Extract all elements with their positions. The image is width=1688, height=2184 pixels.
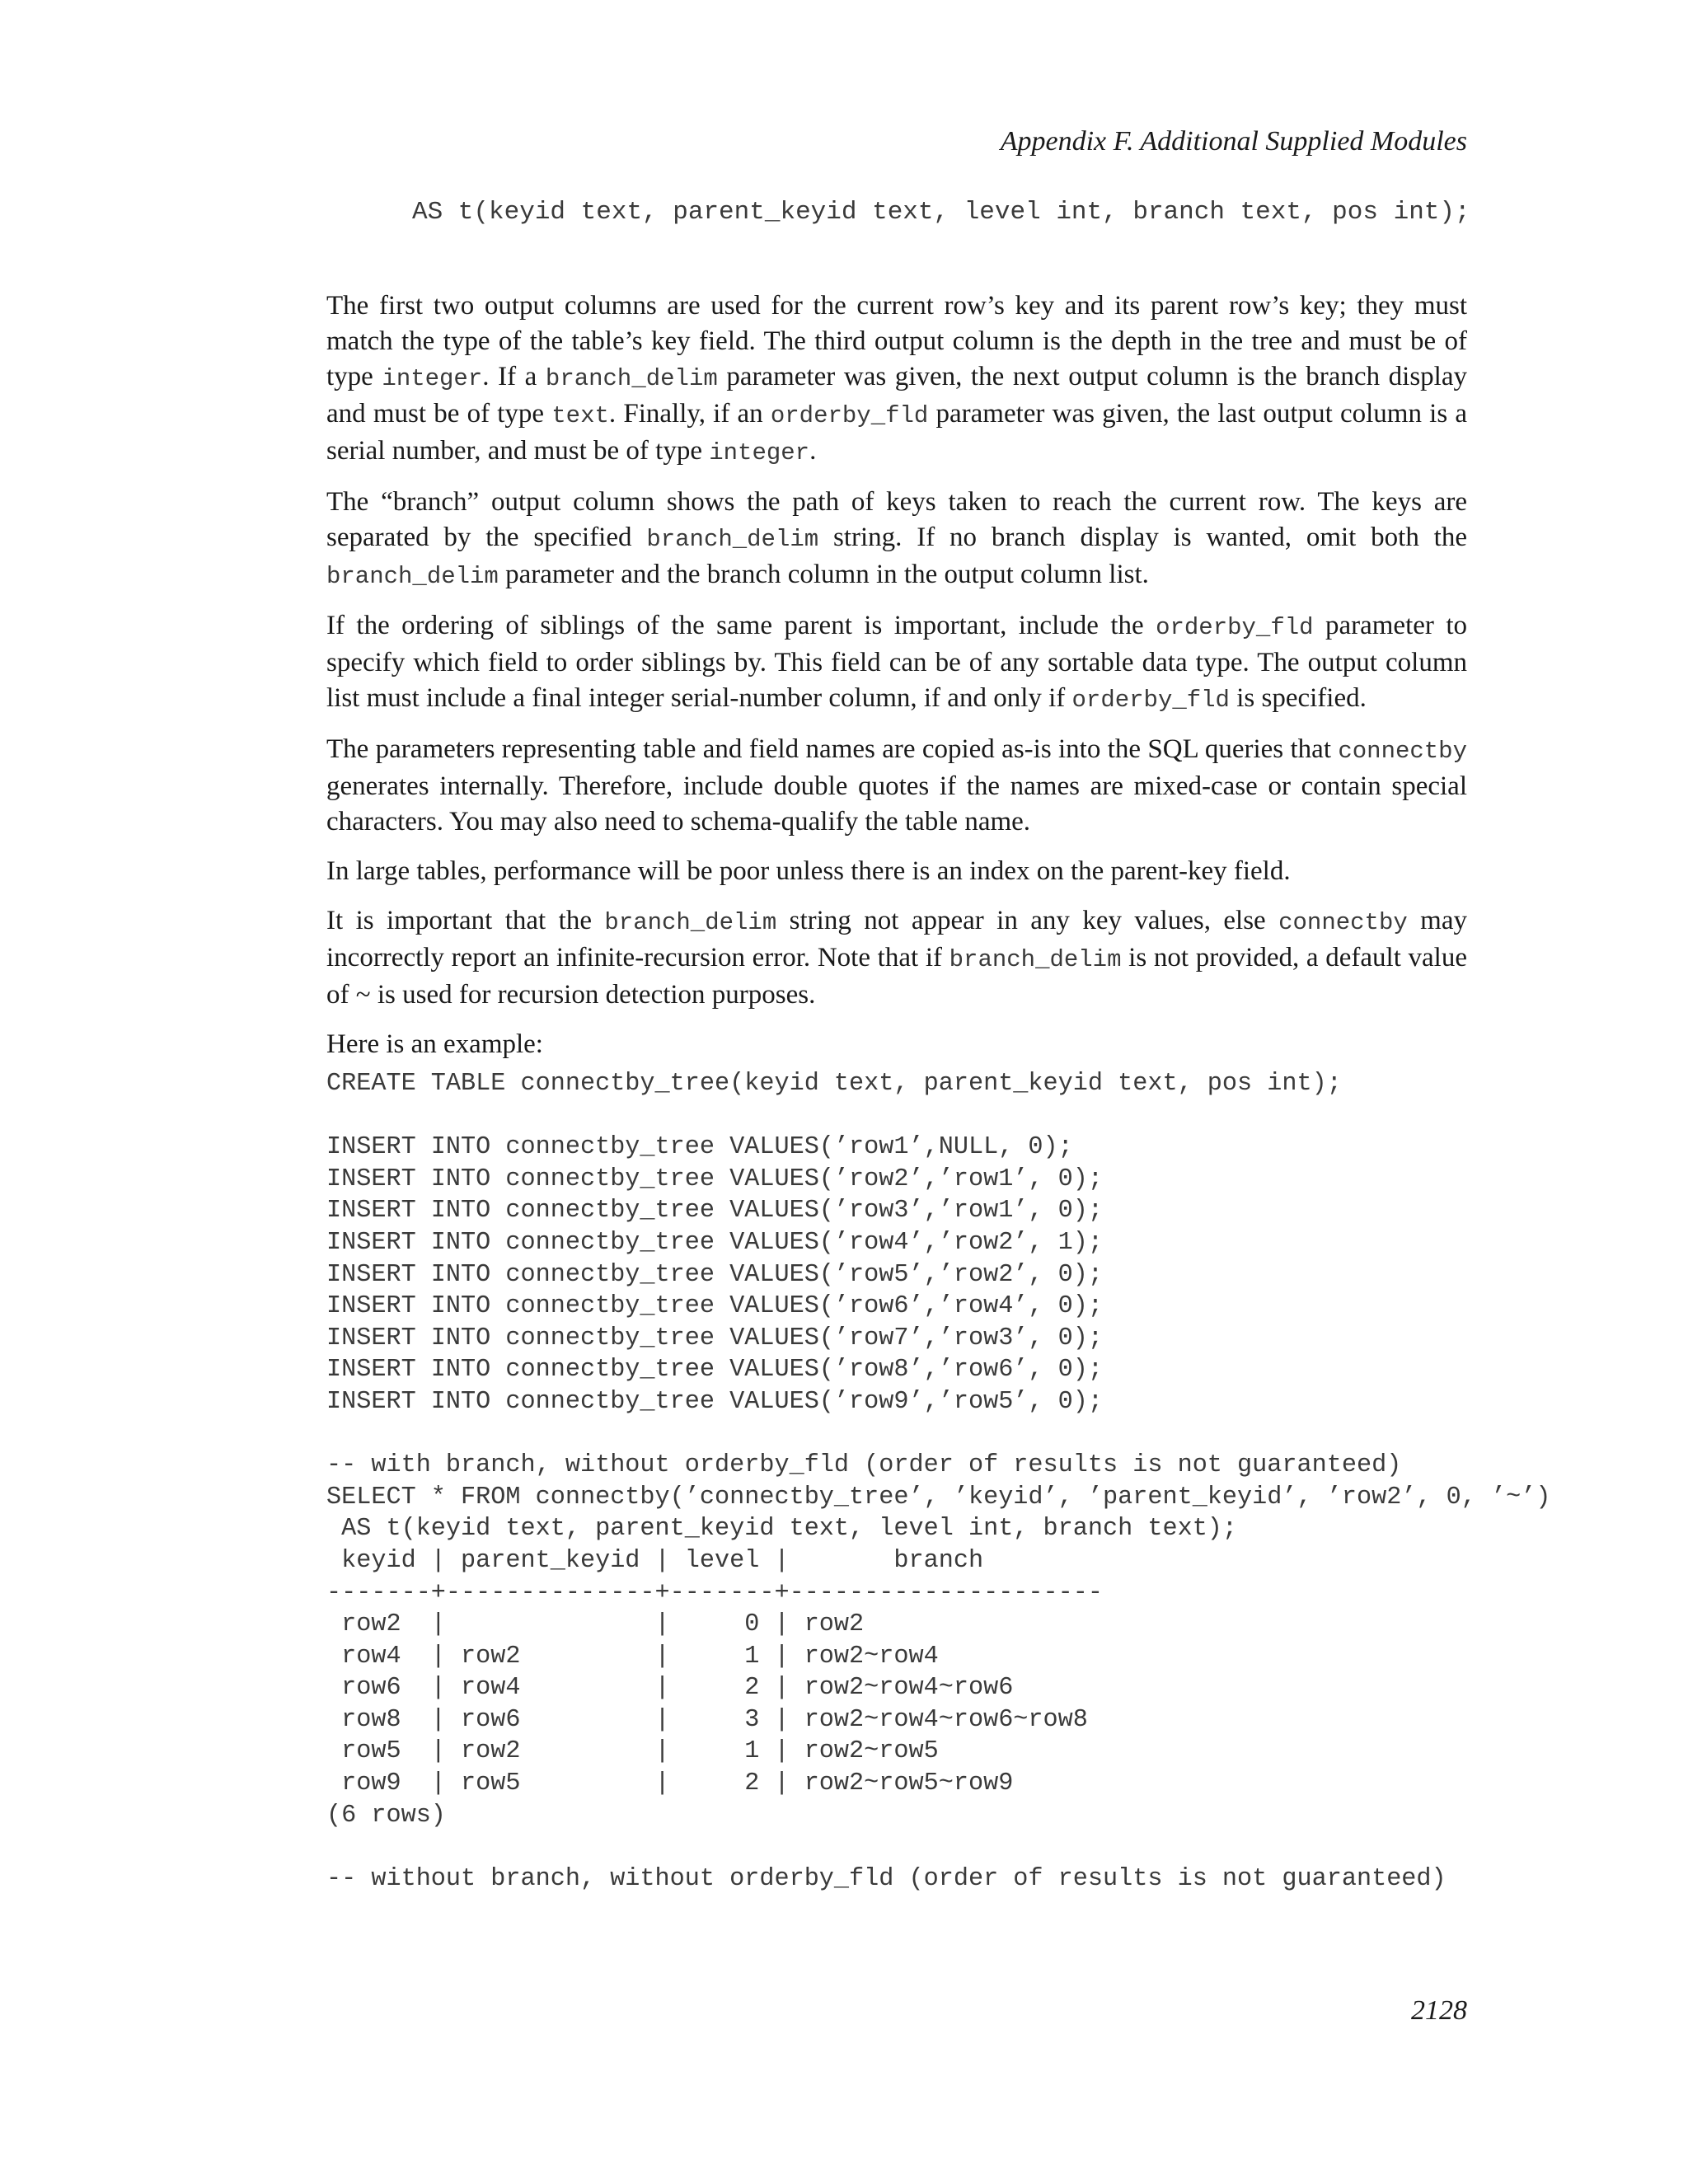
inline-code: connectby: [1338, 738, 1467, 765]
code-line: INSERT INTO connectby_tree VALUES(’row9’,’row5’, 0);: [326, 1387, 1104, 1416]
code-line: SELECT * FROM connectby(’connectby_tree’, ’keyid’, ’parent_keyid’, ’row2’, 0, ’~’): [326, 1483, 1551, 1511]
inline-code: orderby_fld: [1071, 687, 1230, 714]
code-line: INSERT INTO connectby_tree VALUES(’row1’,NULL, 0);: [326, 1133, 1073, 1162]
inline-code: orderby_fld: [1156, 614, 1314, 641]
code-line: row9 | row5 | 2 | row2~row5~row9: [326, 1769, 1014, 1798]
code-line: -- without branch, without orderby_fld (order of results is not guaranteed): [326, 1864, 1447, 1893]
code-line: keyid | parent_keyid | level | branch: [326, 1546, 984, 1575]
paragraph-table-field-names: The parameters representing table and field names are copied as-is into the SQL queries that connectby generates internally. Therefore, include double quotes if the names are mixed-case or contain special characters. You may also need to schema-qualify the table name.: [326, 734, 1467, 837]
code-line: row8 | row6 | 3 | row2~row4~row6~row8: [326, 1705, 1088, 1734]
code-line: -- with branch, without orderby_fld (order of results is not guaranteed): [326, 1451, 1402, 1480]
code-line: INSERT INTO connectby_tree VALUES(’row6’,’row4’, 0);: [326, 1292, 1104, 1321]
code-line: AS t(keyid text, parent_keyid text, level int, branch text);: [326, 1515, 1238, 1544]
code-line: [326, 1418, 1550, 1451]
paragraph-sibling-ordering: If the ordering of siblings of the same parent is important, include the orderby_fld parameter to specify which field to order siblings by. This field can be of any sortable data type. The output column list must include a final integer serial-number column, if and only if orderby_fld is specified.: [326, 611, 1467, 714]
body-text: [326, 288, 1467, 1076]
inline-code: text: [551, 402, 609, 429]
page-number: 2128: [1411, 1995, 1467, 2026]
code-line: row6 | row4 | 2 | row2~row4~row6: [326, 1674, 1014, 1703]
inline-code: integer: [709, 439, 810, 466]
paragraph-output-columns: The first two output columns are used for the current row’s key and its parent row’s key; they must match the type of the table’s key field. The third output column is the depth in the tree and must be of type integer. If a branch_delim parameter was given, the next output column is the branch display and must be of type text. Finally, if an orderby_fld parameter was given, the last output column is a serial number, and must be of type integer.: [326, 291, 1468, 466]
code-line: [326, 1100, 1550, 1132]
inline-code: branch_delim: [646, 526, 819, 553]
code-line: CREATE TABLE connectby_tree(keyid text, parent_keyid text, pos int);: [326, 1070, 1342, 1098]
code-line: INSERT INTO connectby_tree VALUES(’row4’,’row2’, 1);: [326, 1228, 1104, 1257]
inline-code: branch_delim: [949, 946, 1122, 973]
code-line: INSERT INTO connectby_tree VALUES(’row3’,’row1’, 0);: [326, 1197, 1104, 1226]
paragraph-branch-column: The “branch” output column shows the path of keys taken to reach the current row. The keys are separated by the specified branch_delim string. If no branch display is wanted, omit both the branch_delim parameter and the branch column in the output column list.: [326, 487, 1467, 590]
code-example-block: [326, 1068, 1550, 1895]
inline-code: orderby_fld: [770, 402, 929, 429]
inline-code: connectby: [1278, 909, 1408, 936]
inline-code: branch_delim: [326, 563, 499, 590]
code-line: row5 | row2 | 1 | row2~row5: [326, 1737, 939, 1766]
inline-code: branch_delim: [604, 909, 777, 936]
paragraph-recursion: It is important that the branch_delim string not appear in any key values, else connectby may incorrectly report an infinite-recursion error. Note that if branch_delim is not provided, a default value of ~ is used for recursion detection purposes.: [326, 906, 1468, 1010]
paragraph-example-intro: Here is an example:: [326, 1029, 543, 1059]
code-line: (6 rows): [326, 1801, 446, 1830]
code-line: INSERT INTO connectby_tree VALUES(’row2’,’row1’, 0);: [326, 1165, 1104, 1193]
paragraph-performance: In large tables, performance will be poor unless there is an index on the parent-key field.: [326, 856, 1291, 886]
code-line: INSERT INTO connectby_tree VALUES(’row7’,’row3’, 0);: [326, 1324, 1104, 1352]
running-header: Appendix F. Additional Supplied Modules: [1000, 126, 1467, 157]
inline-code: integer: [382, 365, 483, 392]
code-line: [326, 1831, 1550, 1863]
code-line: row2 | | 0 | row2: [326, 1610, 865, 1639]
code-snippet-top: AS t(keyid text, parent_keyid text, level int, branch text, pos int);: [412, 198, 1470, 227]
code-line: INSERT INTO connectby_tree VALUES(’row5’,’row2’, 0);: [326, 1260, 1104, 1289]
code-line: row4 | row2 | 1 | row2~row4: [326, 1642, 939, 1671]
code-line: INSERT INTO connectby_tree VALUES(’row8’,’row6’, 0);: [326, 1356, 1104, 1385]
code-line: -------+--------------+-------+---------------------: [326, 1578, 1104, 1607]
inline-code: branch_delim: [545, 365, 718, 392]
